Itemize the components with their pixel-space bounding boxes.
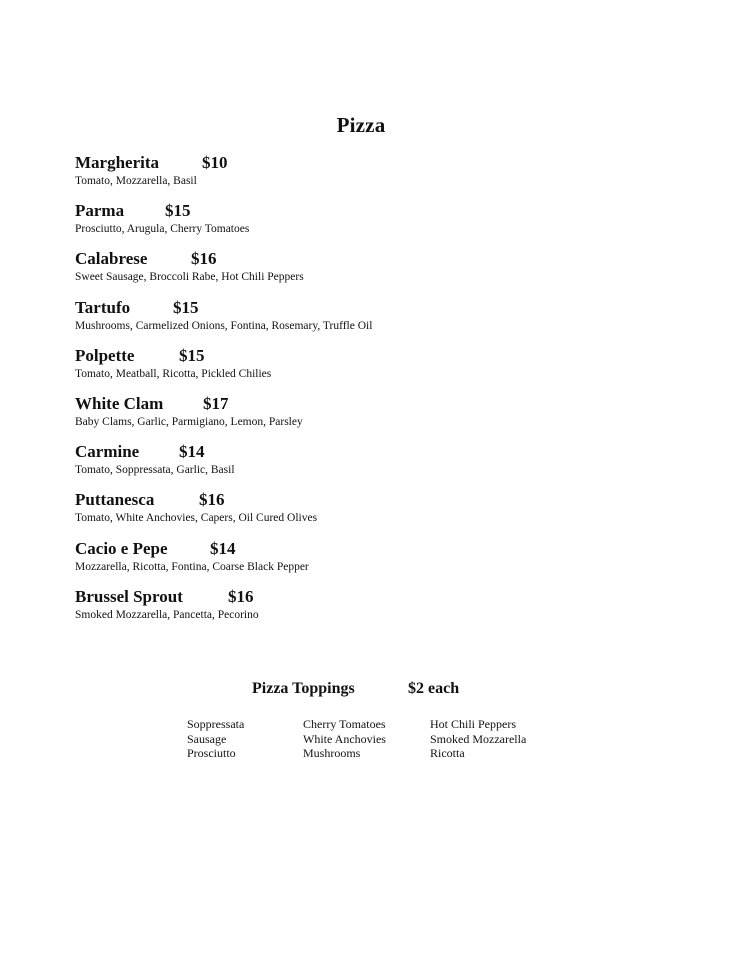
- item-price: $15: [179, 345, 205, 365]
- item-price: $16: [191, 249, 217, 269]
- item-name: Carmine: [75, 442, 140, 462]
- topping-item: Cherry Tomatoes: [303, 717, 386, 731]
- item-description: Tomato, Soppressata, Garlic, Basil: [75, 464, 235, 477]
- topping-item: White Anchovies: [303, 731, 386, 746]
- item-description: Baby Clams, Garlic, Parmigiano, Lemon, Parsley: [75, 415, 303, 428]
- menu-item: [75, 248, 675, 296]
- toppings-header: [252, 678, 512, 700]
- item-description: Tomato, Mozzarella, Basil: [75, 175, 197, 187]
- item-price: $14: [179, 442, 205, 462]
- menu-item: [75, 152, 675, 200]
- toppings-column: [303, 717, 386, 761]
- item-name: Brussel Sprout: [75, 586, 183, 606]
- item-price: $15: [165, 201, 191, 221]
- menu-item: [75, 586, 675, 634]
- pizza-list: [75, 152, 675, 634]
- item-name: Margherita: [75, 153, 160, 172]
- item-description: Smoked Mozzarella, Pancetta, Pecorino: [75, 608, 259, 621]
- toppings-price: $2 each: [408, 680, 460, 697]
- item-description: Tomato, Meatball, Ricotta, Pickled Chilies: [75, 367, 272, 380]
- toppings-title: Pizza Toppings: [252, 680, 355, 697]
- menu-item: [75, 489, 675, 537]
- item-description: Prosciutto, Arugula, Cherry Tomatoes: [75, 223, 250, 236]
- item-price: $16: [199, 490, 225, 510]
- item-description: Sweet Sausage, Broccoli Rabe, Hot Chili Peppers: [75, 271, 304, 284]
- topping-item: Ricotta: [430, 746, 465, 760]
- topping-item: Hot Chili Peppers: [430, 717, 516, 731]
- item-price: $15: [173, 297, 199, 317]
- item-description: Mushrooms, Carmelized Onions, Fontina, Rosemary, Truffle Oil: [75, 319, 373, 332]
- menu-item: [75, 393, 675, 441]
- page-title: Pizza: [336, 113, 386, 137]
- menu-item: [75, 200, 675, 248]
- menu-item: [75, 345, 675, 393]
- topping-item: Sausage: [187, 731, 227, 746]
- toppings-column: [187, 717, 244, 761]
- item-description: Tomato, White Anchovies, Capers, Oil Cured Olives: [75, 512, 318, 525]
- item-price: $14: [210, 538, 236, 558]
- topping-item: Mushrooms: [303, 746, 361, 760]
- toppings-column: [430, 717, 526, 761]
- item-name: White Clam: [75, 393, 164, 413]
- menu-item: [75, 538, 675, 586]
- item-name: Polpette: [75, 345, 135, 365]
- menu-item: [75, 297, 675, 345]
- item-price: $16: [228, 586, 254, 606]
- item-name: Cacio e Pepe: [75, 538, 168, 558]
- item-name: Puttanesca: [75, 490, 155, 510]
- topping-item: Soppressata: [187, 717, 245, 731]
- menu-item: [75, 441, 675, 489]
- item-price: $17: [203, 393, 229, 413]
- item-name: Parma: [75, 201, 125, 221]
- topping-item: Smoked Mozzarella: [430, 731, 527, 746]
- item-description: Mozzarella, Ricotta, Fontina, Coarse Black Pepper: [75, 560, 309, 573]
- topping-item: Prosciutto: [187, 746, 236, 760]
- item-price: $10: [202, 153, 228, 172]
- item-name: Tartufo: [75, 297, 131, 317]
- item-name: Calabrese: [75, 249, 148, 269]
